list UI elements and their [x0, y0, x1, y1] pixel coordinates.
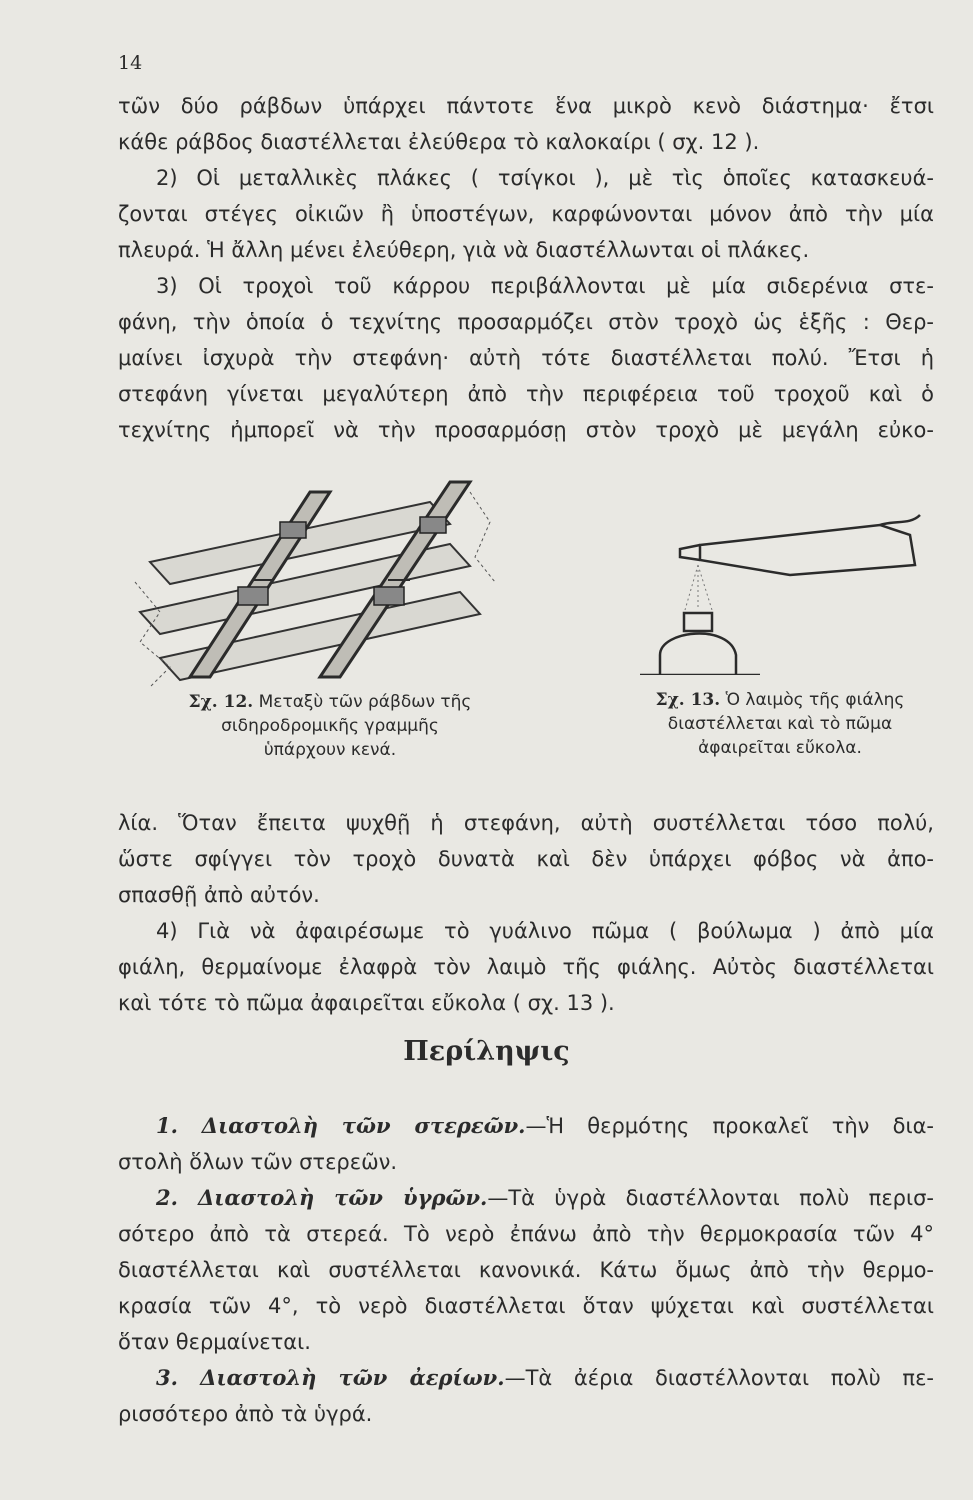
- summary-item-3: [118, 1360, 934, 1396]
- text-line: στολὴ ὅλων τῶν στερεῶν.: [118, 1150, 398, 1174]
- summary-heading: Περίληψις: [403, 1036, 570, 1067]
- summary-label: 3. Διαστολὴ τῶν ἀερίων.: [156, 1365, 505, 1390]
- text-line: 3) Οἱ τροχοὶ τοῦ κάρρου περιβάλλονται μὲ μία σιδερένια στε-: [156, 274, 934, 298]
- text-line: καὶ τότε τὸ πῶμα ἀφαιρεῖται εὔκολα ( σχ. 13 ).: [118, 991, 615, 1015]
- fig13-caption-line: Ὁ λαιμὸς τῆς φιάλης: [725, 690, 905, 710]
- text-line: σότερο ἀπὸ τὰ στερεά. Τὸ νερὸ ἐπάνω ἀπὸ τὴν θερμοκρασία τῶν 4°: [118, 1222, 934, 1246]
- summary-item-1: [118, 1108, 934, 1144]
- summary-item-2: [118, 1180, 934, 1216]
- text-line: πλευρά. Ἡ ἄλλη μένει ἐλεύθερη, γιὰ νὰ διαστέλλωνται οἱ πλάκες.: [118, 238, 810, 262]
- fig12-caption-line: ὑπάρχουν κενά.: [263, 740, 397, 760]
- railway-rails-illustration: [130, 462, 510, 692]
- text-line: μαίνει ἰσχυρὰ τὴν στεφάνη· αὐτὴ τότε διαστέλλεται πολύ. Ἔτσι ἡ: [118, 346, 934, 370]
- text-line: φάνη, τὴν ὁποία ὁ τεχνίτης προσαρμόζει στὸν τροχὸ ὡς ἑξῆς : Θερ-: [118, 310, 934, 334]
- fig13-caption: [620, 688, 940, 760]
- text-line: σπασθῇ ἀπὸ αὐτόν.: [118, 883, 320, 907]
- text-line: τῶν δύο ράβδων ὑπάρχει πάντοτε ἕνα μικρὸ κενὸ διάστημα· ἔτσι: [118, 94, 934, 118]
- page-number: 14: [118, 52, 143, 74]
- text-line: τεχνίτης ἠμπορεῖ νὰ τὴν προσαρμόσῃ στὸν τροχὸ μὲ μεγάλη εὐκο-: [118, 418, 934, 442]
- text-line: ὥστε σφίγγει τὸν τροχὸ δυνατὰ καὶ δὲν ὑπάρχει φόβος νὰ ἀπο-: [118, 847, 934, 871]
- text-line: κρασία τῶν 4°, τὸ νερὸ διαστέλλεται ὅταν ψύχεται καὶ συστέλλεται: [118, 1294, 934, 1318]
- fig12-label: Σχ. 12.: [188, 692, 254, 712]
- text-line: στεφάνη γίνεται μεγαλύτερη ἀπὸ τὴν περιφέρεια τοῦ τροχοῦ καὶ ὁ: [118, 382, 934, 406]
- text-line: ρισσότερο ἀπὸ τὰ ὑγρά.: [118, 1402, 373, 1426]
- text-line: φιάλη, θερμαίνομε ἐλαφρὰ τὸν λαιμὸ τῆς φιάλης. Αὐτὸς διαστέλλεται: [118, 955, 934, 979]
- fig13-label: Σχ. 13.: [655, 690, 721, 710]
- summary-text-line: —Τὰ ἀέρια διαστέλλονται πολὺ πε-: [504, 1366, 934, 1390]
- fig12-caption-line: Μεταξὺ τῶν ράβδων τῆς: [258, 692, 472, 712]
- text-line: λία. Ὅταν ἔπειτα ψυχθῇ ἡ στεφάνη, αὐτὴ συστέλλεται τόσο πολύ,: [118, 811, 934, 835]
- text-line: κάθε ράβδος διαστέλλεται ἐλεύθερα τὸ καλοκαίρι ( σχ. 12 ).: [118, 130, 760, 154]
- summary-text: [118, 1108, 934, 1432]
- summary-label: 1. Διαστολὴ τῶν στερεῶν.: [156, 1113, 526, 1138]
- middle-text: [118, 805, 934, 1021]
- text-line: 4) Γιὰ νὰ ἀφαιρέσωμε τὸ γυάλινο πῶμα ( βούλωμα ) ἀπὸ μία: [156, 919, 934, 943]
- text-line: 2) Οἱ μεταλλικὲς πλάκες ( τσίγκοι ), μὲ τὶς ὁποῖες κατασκευά-: [156, 166, 934, 190]
- fig13-caption-line: ἀφαιρεῖται εὔκολα.: [698, 738, 862, 758]
- summary-text-line: —Τὰ ὑγρὰ διαστέλλονται πολὺ περισ-: [487, 1186, 934, 1210]
- summary-label: 2. Διαστολὴ τῶν ὑγρῶν.: [156, 1185, 488, 1210]
- fig12-caption: [140, 690, 520, 762]
- fig13-caption-line: διαστέλλεται καὶ τὸ πῶμα: [667, 714, 893, 734]
- fig12-caption-line: σιδηροδρομικῆς γραμμῆς: [221, 716, 439, 736]
- bottle-neck-illustration: [640, 505, 930, 675]
- text-line: ὅταν θερμαίνεται.: [118, 1330, 311, 1354]
- text-line: διαστέλλεται καὶ συστέλλεται κανονικά. Κάτω ὅμως ἀπὸ τὴν θερμο-: [118, 1258, 934, 1282]
- text-line: ζονται στέγες οἰκιῶν ἢ ὑποστέγων, καρφώνονται μόνον ἀπὸ τὴν μία: [118, 202, 934, 226]
- summary-text-line: —Ἡ θερμότης προκαλεῖ τὴν δια-: [525, 1114, 934, 1138]
- top-text: [118, 88, 934, 448]
